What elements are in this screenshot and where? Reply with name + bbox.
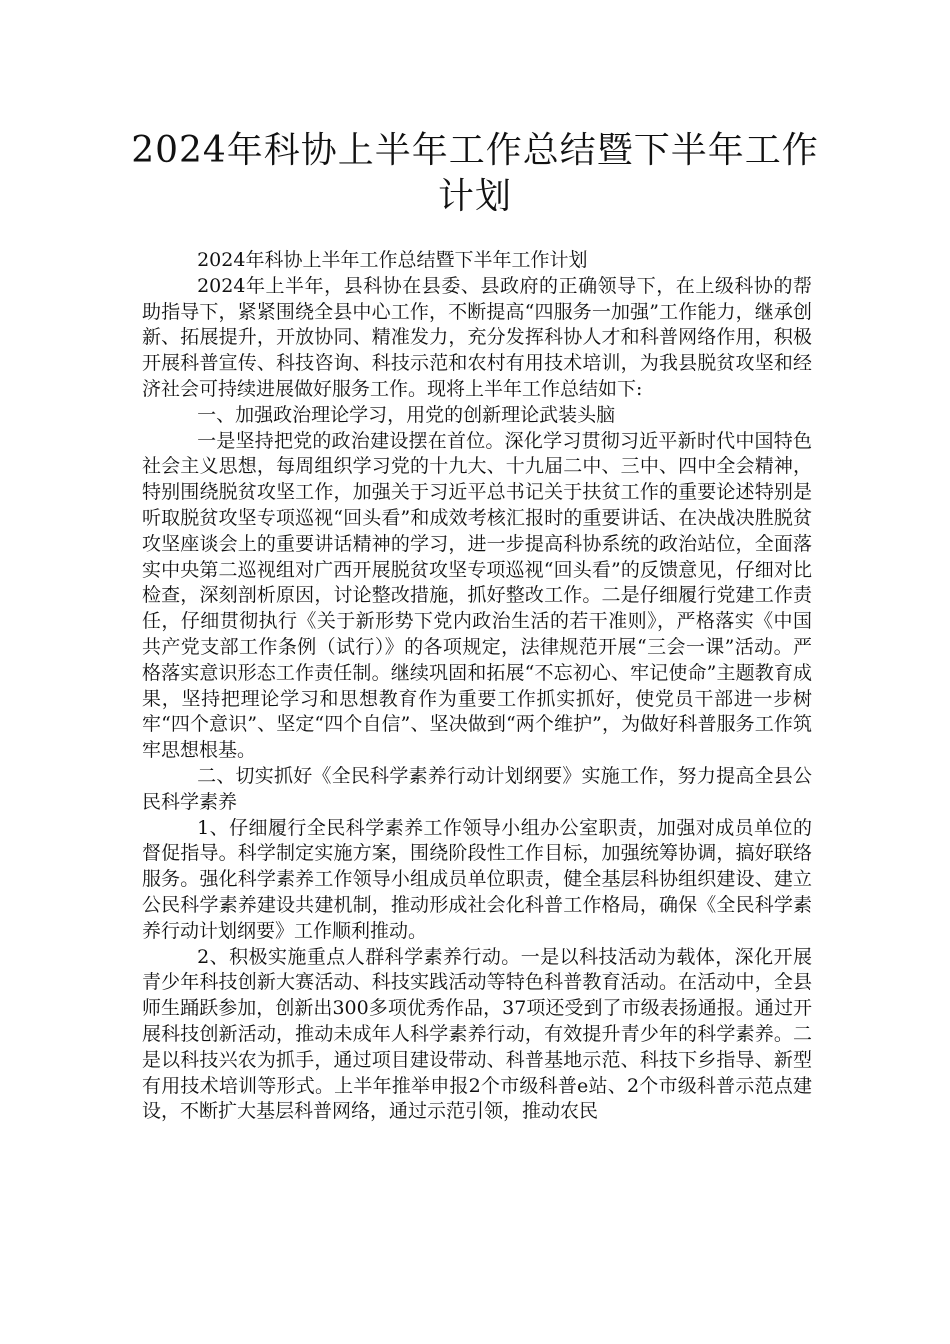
paragraph-item-1: 1、仔细履行全民科学素养工作领导小组办公室职责，加强对成员单位的督促指导。科学制定实施方案，围绕阶段性工作目标，加强统筹协调，搞好联络服务。强化科学素养工作领导小组成员单位职责，健全基层科协组织建设、建立公民科学素养建设共建机制，推动形成社会化科普工作格局，确保《全民科学素养行动计划纲要》工作顺利推动。 (142, 816, 812, 942)
section-heading-2: 二、切实抓好《全民科学素养行动计划纲要》实施工作，努力提高全县公民科学素养 (142, 764, 812, 813)
document-title: 2024年科协上半年工作总结暨下半年工作计划 (131, 130, 819, 217)
paragraph-section-1: 一是坚持把党的政治建设摆在首位。深化学习贯彻习近平新时代中国特色社会主义思想，每周组织学习党的十九大、十九届二中、三中、四中全会精神，特别围绕脱贫攻坚工作，加强关于习近平总书记关于扶贫工作的重要论述特别是听取脱贫攻坚专项巡视“回头看”和成效考核汇报时的重要讲话、在决战决胜脱贫攻坚座谈会上的重要讲话精神的学习，进一步提高科协系统的政治站位，全面落实中央第二巡视组对广西开展脱贫攻坚专项巡视“回头看”的反馈意见，仔细对比检查，深刻剖析原因，讨论整改措施，抓好整改工作。二是仔细履行党建工作责任，仔细贯彻执行《关于新形势下党内政治生活的若干准则》，严格落实《中国共产党支部工作条例（试行）》的各项规定，法律规范开展“三会一课”活动。严格落实意识形态工作责任制。继续巩固和拓展“不忘初心、牢记使命”主题教育成果，坚持把理论学习和思想教育作为重要工作抓实抓好，使党员干部进一步树牢“四个意识”、坚定“四个自信”、坚决做到“两个维护”，为做好科普服务工作筑牢思想根基。 (142, 429, 812, 762)
paragraph-item-2: 2、积极实施重点人群科学素养行动。一是以科技活动为载体，深化开展青少年科技创新大赛活动、科技实践活动等特色科普教育活动。在活动中，全县师生踊跃参加，创新出300多项优秀作品，37项还受到了市级表扬通报。通过开展科技创新活动，推动未成年人科学素养行动，有效提升青少年的科学素养。二是以科技兴农为抓手，通过项目建设带动、科普基地示范、科技下乡指导、新型有用技术培训等形式。上半年推举申报2个市级科普e站、2个市级科普示范点建设，不断扩大基层科普网络，通过示范引领，推动农民 (142, 945, 812, 1123)
paragraph-intro: 2024年上半年，县科协在县委、县政府的正确领导下，在上级科协的帮助指导下，紧紧围绕全县中心工作，不断提高“四服务一加强”工作能力，继承创新、拓展提升，开放协同、精准发力，充分发挥科协人才和科普网络作用，积极开展科普宣传、科技咨询、科技示范和农村有用技术培训，为我县脱贫攻坚和经济社会可持续进展做好服务工作。现将上半年工作总结如下: (142, 274, 812, 400)
paragraph-subtitle: 2024年科协上半年工作总结暨下半年工作计划 (197, 249, 588, 271)
document-body (142, 248, 812, 1125)
section-heading-1: 一、加强政治理论学习，用党的创新理论武装头脑 (197, 403, 616, 426)
